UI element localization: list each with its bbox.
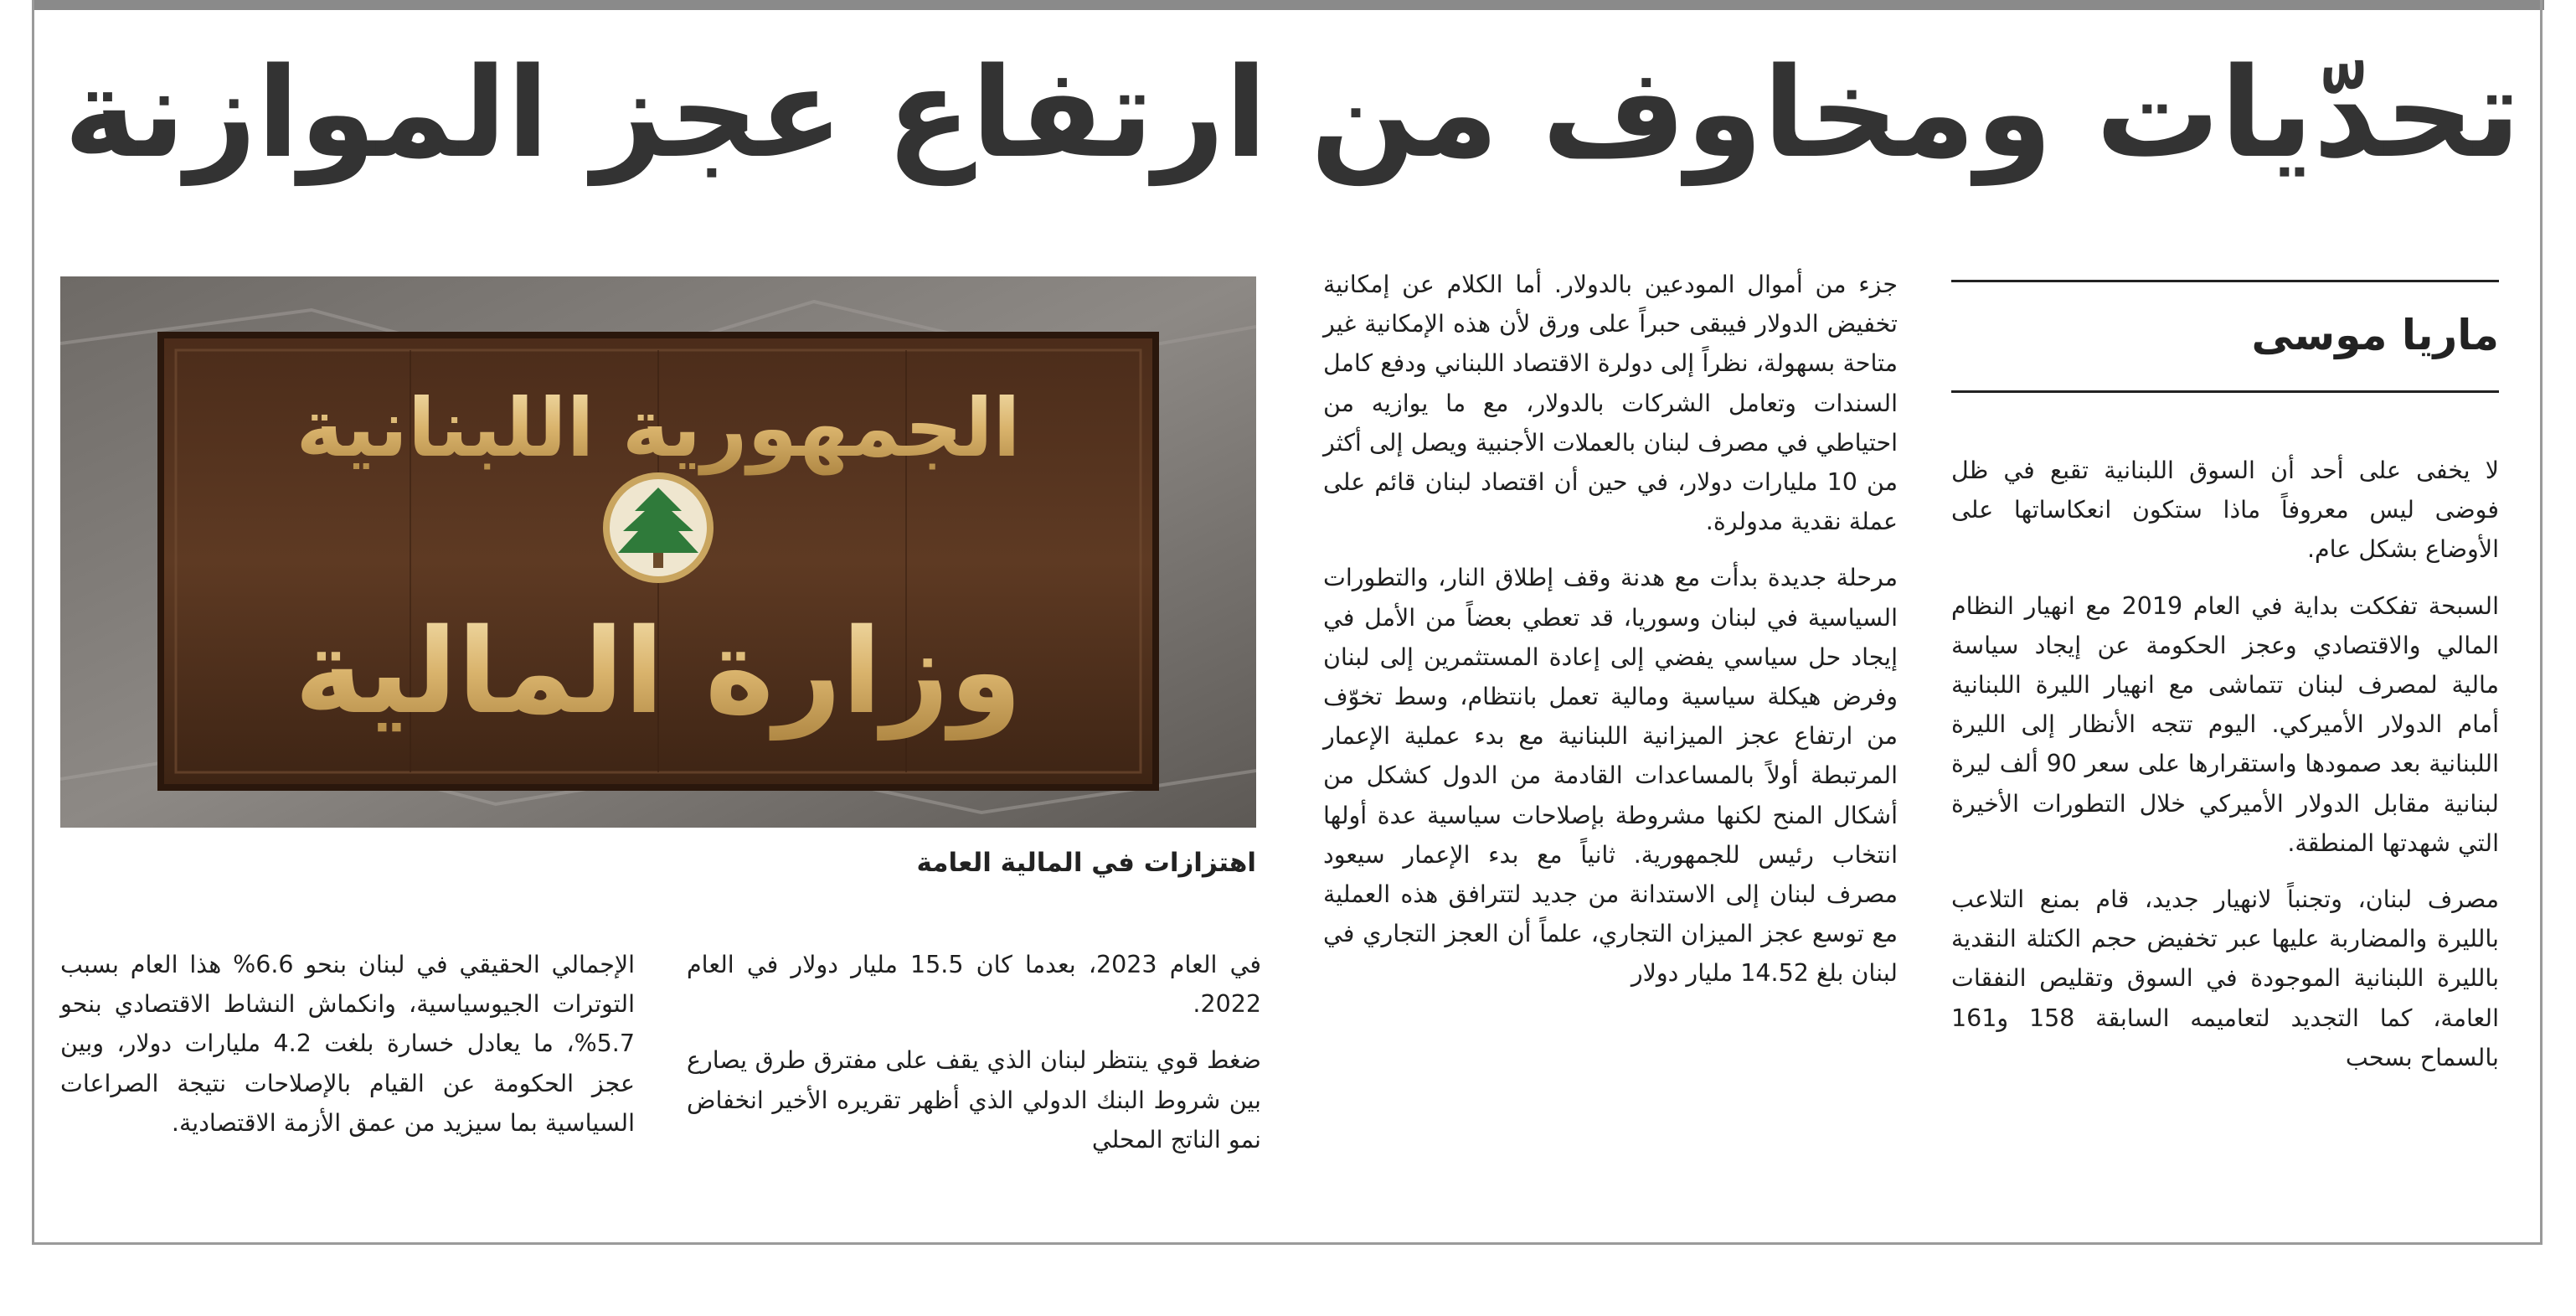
- byline-top-rule: [1951, 280, 2499, 282]
- sign-line-2: وزارة المالية: [294, 604, 1023, 741]
- byline-bottom-rule: [1951, 390, 2499, 393]
- sign-line-1: الجمهورية اللبنانية: [296, 381, 1021, 475]
- paragraph: الإجمالي الحقيقي في لبنان بنحو 6.6% هذا العام بسبب التوترات الجيوسياسية، وانكماش النشاط الاقتصادي بنحو 5.7%، ما يعادل خسارة بلغت 4.2 مليارات دولار، وبين عجز الحكومة عن القيام بالإصلاحات نتيجة الصراعات السياسية بما سيزيد من عمق الأزمة الاقتصادية.: [60, 951, 635, 1137]
- paragraph: مصرف لبنان، وتجنباً لانهيار جديد، قام بمنع التلاعب بالليرة والمضاربة عليها عبر تخفيض حجم الكتلة النقدية بالليرة اللبنانية الموجودة في السوق وتقليص النفقات العامة، كما التجديد لتعاميمه السابقة 158 و161 بالسماح بسحب: [1951, 885, 2499, 1071]
- paragraph: جزء من أموال المودعين بالدولار. أما الكلام عن إمكانية تخفيض الدولار فيبقى حبراً على ورق لأن هذه الإمكانية غير متاحة بسهولة، نظراً إلى دولرة الاقتصاد اللبناني ودفع كامل السندات وتعامل الشركات بالدولار، مع ما يوازيه من احتياطي في مصرف لبنان بالعملات الأجنبية ويصل إلى أكثر من 10 مليارات دولار، في حين أن اقتصاد لبنان قائم على عملة نقدية مدولرة.: [1323, 271, 1898, 536]
- paragraph: مرحلة جديدة بدأت مع هدنة وقف إطلاق النار، والتطورات السياسية في لبنان وسوريا، قد تعطي بعضاً من الأمل في إيجاد حل سياسي يفضي إلى إعادة المستثمرين إلى لبنان وفرض هيكلة سياسية ومالية تعمل بانتظام، وسط تخوّف من ارتفاع عجز الميزانية اللبنانية مع بدء عملية الإعمار المرتبطة أولاً بالمساعدات القادمة من الدول كشكل من أشكال المنح لكنها مشروطة بإصلاحات سياسية عدة أولها انتخاب رئيس للجمهورية. ثانياً مع بدء الإعمار سيعود مصرف لبنان إلى الاستدانة من جديد لتترافق هذه العملية مع توسع عجز الميزان التجاري، علماً أن العجز التجاري في لبنان بلغ 14.52 مليار دولار: [1323, 564, 1898, 988]
- article-headline: تحدّيات ومخاوف من ارتفاع عجز الموازنة: [64, 41, 2521, 185]
- article-column-3: [687, 945, 1261, 1176]
- article-column-1: [1951, 451, 2499, 1094]
- paragraph: لا يخفى على أحد أن السوق اللبنانية تقبع في ظل فوضى ليس معروفاً ماذا ستكون انعكاساتها على الأوضاع بشكل عام.: [1951, 457, 2499, 564]
- article-column-4: [60, 945, 635, 1159]
- paragraph: السبحة تفككت بداية في العام 2019 مع انهيار النظام المالي والاقتصادي وعجز الحكومة عن إيجاد سياسة مالية لمصرف لبنان تتماشى مع انهيار الليرة اللبنانية أمام الدولار الأميركي. اليوم تتجه الأنظار إلى الليرة اللبنانية بعد صمودها واستقرارها على سعر 90 ألف ليرة لبنانية مقابل الدولار الأميركي خلال التطورات الأخيرة التي شهدتها المنطقة.: [1951, 591, 2499, 857]
- ministry-of-finance-photo: [60, 276, 1256, 828]
- paragraph: في العام 2023، بعدما كان 15.5 مليار دولار في العام 2022.: [687, 951, 1261, 1019]
- author-byline: ماريا موسى: [2251, 311, 2499, 359]
- paragraph: ضغط قوي ينتظر لبنان الذي يقف على مفترق طرق يصارع بين شروط البنك الدولي الذي أظهر تقريره الأخير انخفاض نمو الناتج المحلي: [687, 1046, 1261, 1153]
- article-column-2: [1323, 265, 1898, 1010]
- cedar-emblem-icon: [606, 476, 710, 580]
- photo-caption: اهتزازات في المالية العامة: [916, 848, 1256, 878]
